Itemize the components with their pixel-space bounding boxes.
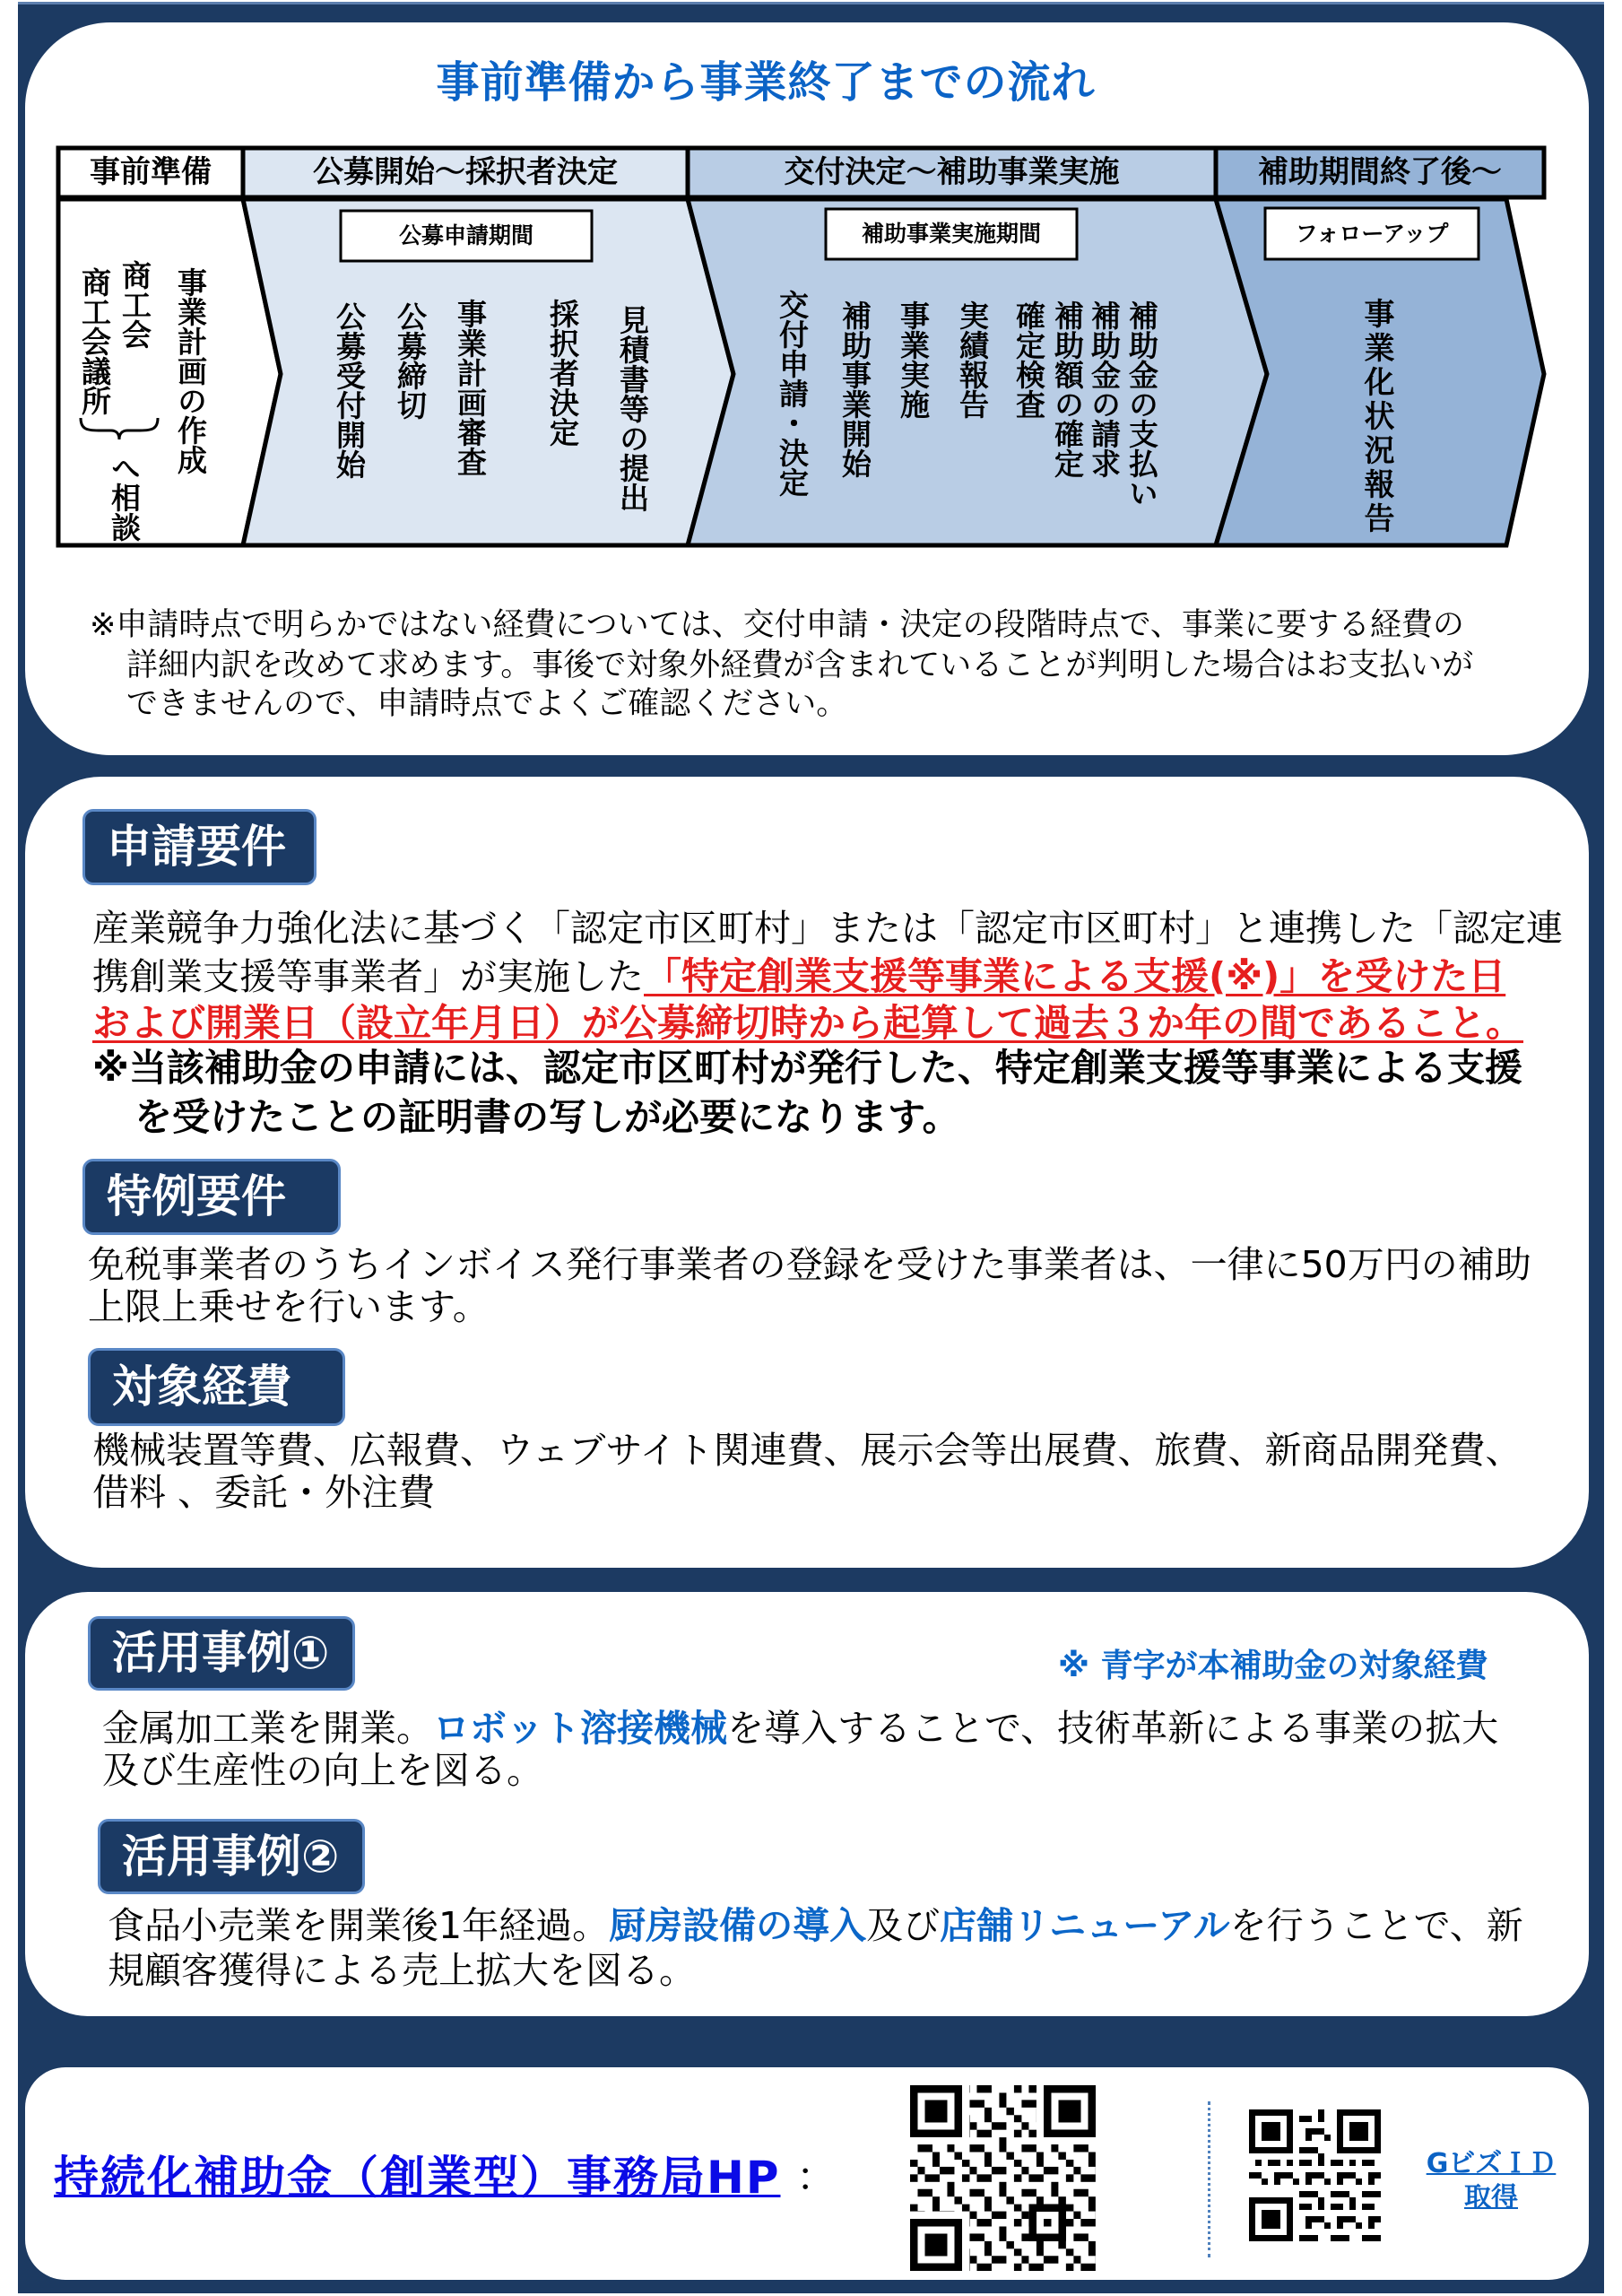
case-1-line [102, 1708, 1498, 1750]
period-label-followup: フォローアップ [1295, 221, 1449, 247]
step-plan-review: 事業計画審査 [453, 299, 488, 476]
step-project-start: 補助事業開始 [837, 300, 872, 478]
step-consult: へ相談 [107, 453, 142, 542]
eligible-expenses-line: 借料 、委託・外注費 [92, 1471, 436, 1514]
requirements-line [92, 1000, 1523, 1047]
requirements-certificate-note: ※当該補助金の申請には、認定市区町村が発行した、特定創業支援等事業による支援 [92, 1046, 1522, 1090]
step-application-deadline: 公募締切 [393, 301, 428, 420]
case-2-line: 規顧客獲得による売上拡大を図る。 [108, 1949, 696, 1992]
step-org-commerce: 商工会議所 [77, 267, 112, 415]
step-selection: 採択者決定 [545, 299, 580, 447]
flow-note-line: できませんので、申請時点でよくご確認ください。 [126, 686, 848, 722]
case-1-line: 及び生産性の向上を図る。 [102, 1749, 543, 1792]
flow-note-line: ※申請時点で明らかではない経費については、交付申請・決定の段階時点で、事業に要する経費の [90, 607, 1464, 643]
step-application-open: 公募受付開始 [332, 301, 367, 479]
case-text: 食品小売業を開業後1年経過。 [108, 1904, 610, 1947]
requirements-line [92, 953, 1505, 1000]
case-eligible-expense: 厨房設備の導入 [609, 1904, 867, 1947]
special-requirements-line: 上限上乗せを行います。 [88, 1285, 490, 1328]
requirements-highlight-red: 「特定創業支援等事業による支援(※)」を受けた日 [644, 954, 1506, 998]
case-text: を行うことで、新 [1229, 1904, 1523, 1947]
qr-code-gbiz-icon[interactable] [1249, 2109, 1381, 2241]
hp-link-colon: ： [796, 2154, 836, 2200]
badge-requirements: 申請要件 [82, 809, 317, 885]
step-status-report: 事業化状況報告 [1358, 298, 1394, 536]
flow-note-line: 詳細内訳を改めて求めます。事後で対象外経費が含まれていることが判明した場合はお支払いが [126, 648, 1474, 683]
badge-case-2: 活用事例② [98, 1819, 365, 1894]
step-payment-request: 補助金の請求 [1087, 300, 1122, 478]
gbiz-id-acquire-label[interactable]: 取得 [1464, 2182, 1518, 2213]
step-org-chamber: 商工会 [117, 260, 152, 349]
special-requirements-line: 免税事業者のうちインボイス発行事業者の登録を受けた事業者は、一律に50万円の補助 [88, 1243, 1531, 1286]
case-text: を導入することで、技術革新による事業の拡大 [727, 1707, 1499, 1750]
period-label-application: 公募申請期間 [398, 222, 533, 248]
step-inspection: 確定検査 [1011, 300, 1046, 419]
step-amount-confirmation: 補助額の確定 [1050, 300, 1085, 478]
step-result-report: 実績報告 [955, 300, 990, 419]
step-quote-submission: 見積書等の提出 [615, 305, 650, 512]
requirements-certificate-note: を受けたことの証明書の写しが必要になります。 [134, 1095, 960, 1139]
badge-case-1: 活用事例① [88, 1616, 355, 1691]
phase-label-implementation: 交付決定～補助事業実施 [784, 154, 1120, 190]
badge-eligible-expenses: 対象経費 [88, 1348, 345, 1426]
qr-code-hp-icon[interactable] [910, 2085, 1096, 2271]
qr-divider [1208, 2101, 1210, 2257]
step-project-execution: 事業実施 [896, 300, 931, 419]
gbiz-id-label[interactable]: GビズＩＤ [1426, 2148, 1557, 2179]
case-2-line [108, 1905, 1523, 1947]
case-eligible-expense: ロボット溶接機械 [433, 1707, 727, 1750]
case-eligible-expense: 店舗リニューアル [940, 1904, 1230, 1947]
eligible-expenses-line: 機械装置等費、広報費、ウェブサイト関連費、展示会等出展費、旅費、新商品開発費、 [92, 1429, 1522, 1472]
case-text: 金属加工業を開業。 [102, 1707, 433, 1750]
phase-label-prep: 事前準備 [90, 154, 212, 190]
phase-label-application: 公募開始～採択者決定 [313, 154, 618, 190]
blue-text-legend: ※ 青字が本補助金の対象経費 [1058, 1648, 1488, 1684]
case-text: 及び [866, 1904, 941, 1947]
phase-label-followup: 補助期間終了後～ [1258, 154, 1502, 190]
badge-special-requirements: 特例要件 [82, 1159, 341, 1235]
period-label-implementation: 補助事業実施期間 [861, 221, 1041, 247]
secretariat-hp-link[interactable]: 持続化補助金（創業型）事務局HP [54, 2152, 781, 2204]
flow-title: 事前準備から事業終了までの流れ [436, 57, 1096, 108]
requirements-highlight-red: および開業日（設立年月日）が公募締切時から起算して過去３か年の間であること。 [92, 1001, 1524, 1045]
requirements-line: 産業競争力強化法に基づく「認定市区町村」または「認定市区町村」と連携した「認定連 [92, 907, 1563, 950]
step-payment: 補助金の支払い [1124, 300, 1159, 508]
gbiz-id-link[interactable] [1419, 2147, 1563, 2215]
requirements-text: 携創業支援等事業者」が実施した [92, 955, 644, 998]
step-grant-decision: 交付申請・決定 [775, 290, 810, 497]
step-business-plan: 事業計画の作成 [173, 267, 208, 474]
